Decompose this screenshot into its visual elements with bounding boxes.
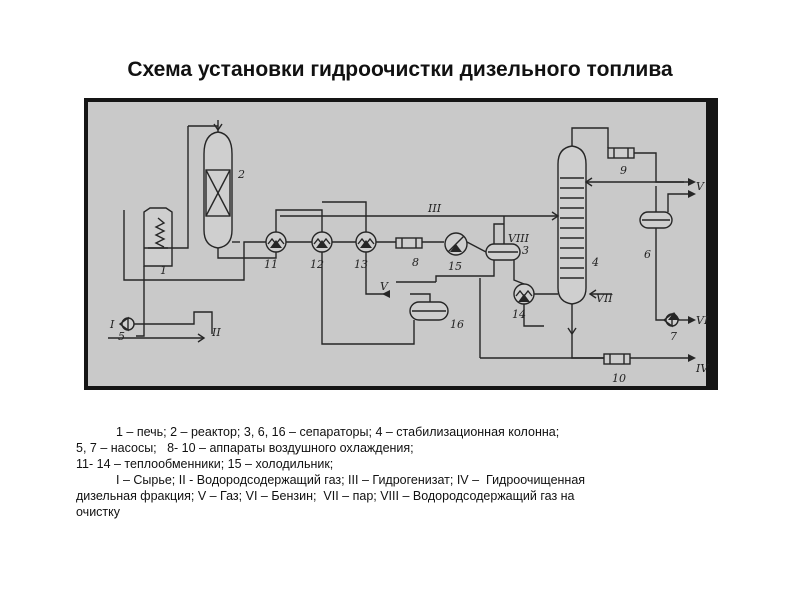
label-separator-3: 3 xyxy=(522,244,529,257)
legend-line-1: 1 – печь; 2 – реактор; 3, 6, 16 – сепараторы; 4 – стабилизационная колонна; xyxy=(116,425,560,439)
separator-16 xyxy=(410,302,448,320)
label-furnace: 1 xyxy=(160,264,167,277)
reactor xyxy=(204,120,232,248)
process-flow-diagram xyxy=(84,98,718,390)
legend-line-6: очистку xyxy=(76,505,121,519)
legend-line-4: I – Сырье; II - Водородсодержащий газ; III – Гидрогенизат; IV – Гидроочищенная xyxy=(116,473,586,487)
label-hx-13: 13 xyxy=(354,258,368,271)
label-hx-14: 14 xyxy=(512,308,526,321)
legend xyxy=(76,424,736,520)
label-stream-III: III xyxy=(428,202,442,215)
label-stream-V-right: V xyxy=(696,180,704,193)
label-stream-II: II xyxy=(212,326,221,339)
label-hx-11: 11 xyxy=(264,258,278,271)
air-cooler-8 xyxy=(396,238,422,248)
label-cooler-9: 9 xyxy=(620,164,627,177)
label-pump-7: 7 xyxy=(670,330,677,343)
label-stream-IV: IV xyxy=(696,362,709,375)
label-cooler-8: 8 xyxy=(412,256,419,269)
label-stream-VII: VII xyxy=(596,292,613,305)
air-cooler-10 xyxy=(604,354,630,364)
separator-3 xyxy=(486,244,520,260)
legend-line-5: дизельная фракция; V – Газ; VI – Бензин; VII – пар; VIII – Водородсодержащий газ на xyxy=(76,489,575,503)
label-column: 4 xyxy=(592,256,599,269)
label-stream-I: I xyxy=(110,318,115,331)
label-stream-VIII: VIII xyxy=(508,232,529,245)
legend-line-3: 11- 14 – теплообменники; 15 – холодильник; xyxy=(76,457,334,471)
legend-line-2: 5, 7 – насосы; 8- 10 – аппараты воздушного охлаждения; xyxy=(76,441,414,455)
page-title: Схема установки гидроочистки дизельного топлива xyxy=(127,58,673,81)
air-cooler-9 xyxy=(608,148,634,158)
label-separator-6: 6 xyxy=(644,248,651,261)
label-cooler-15: 15 xyxy=(448,260,462,273)
label-stream-V-left: V xyxy=(380,280,388,293)
label-cooler-10: 10 xyxy=(612,372,626,385)
separator-6 xyxy=(640,212,672,228)
label-separator-16: 16 xyxy=(450,318,464,331)
label-hx-12: 12 xyxy=(310,258,324,271)
label-reactor: 2 xyxy=(238,168,245,181)
furnace xyxy=(144,208,172,266)
label-pump-5: 5 xyxy=(118,330,125,343)
label-stream-VI: VI xyxy=(696,314,709,327)
